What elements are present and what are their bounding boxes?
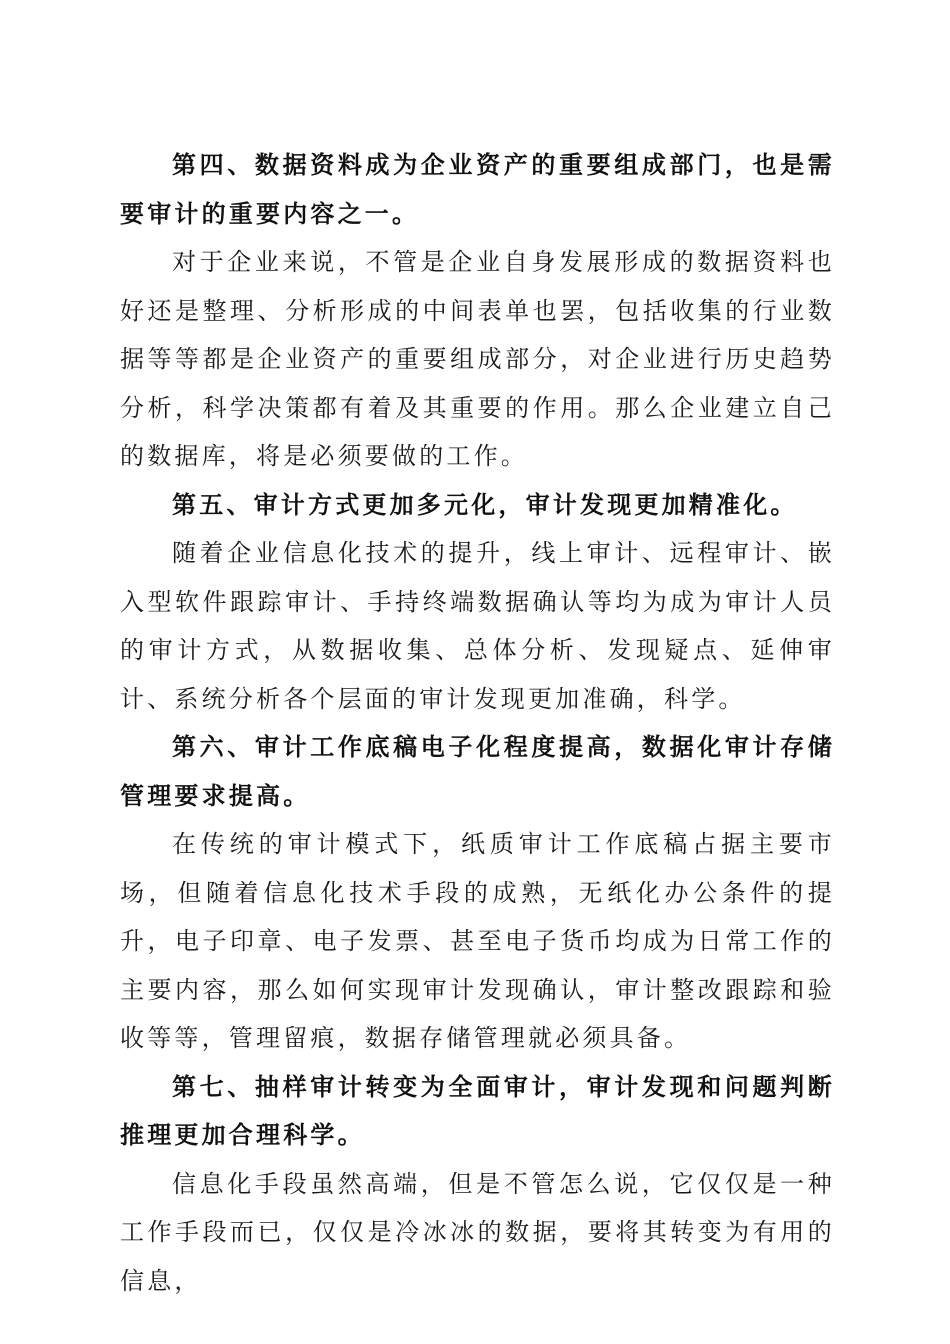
paragraph-data-assets: 对于企业来说，不管是企业自身发展形成的数据资料也好还是整理、分析形成的中间表单也罢，包括收集的行业数据等等都是企业资产的重要组成部分，对企业进行历史趋势分析，科学决策都有着及其重要的作用。那么企业建立自己的数据库，将是必须要做的工作。 xyxy=(120,248,835,470)
section-heading-4: 第四、数据资料成为企业资产的重要组成部门，也是需要审计的重要内容之一。 xyxy=(120,150,835,228)
document-body xyxy=(120,141,835,1305)
section-heading-6: 第六、审计工作底稿电子化程度提高，数据化审计存储管理要求提高。 xyxy=(120,732,835,810)
section-heading-7: 第七、抽样审计转变为全面审计，审计发现和问题判断推理更加合理科学。 xyxy=(120,1071,835,1149)
paragraph-full-audit: 信息化手段虽然高端，但是不管怎么说，它仅仅是一种工作手段而已，仅仅是冷冰冰的数据，要将其转变为有用的信息， xyxy=(120,1169,835,1295)
paragraph-audit-methods: 随着企业信息化技术的提升，线上审计、远程审计、嵌入型软件跟踪审计、手持终端数据确认等均为成为审计人员的审计方式，从数据收集、总体分析、发现疑点、延伸审计、系统分析各个层面的审计发现更加准确，科学。 xyxy=(120,539,835,713)
paragraph-electronic-workpapers: 在传统的审计模式下，纸质审计工作底稿占据主要市场，但随着信息化技术手段的成熟，无纸化办公条件的提升，电子印章、电子发票、甚至电子货币均成为日常工作的主要内容，那么如何实现审计发现确认，审计整改跟踪和验收等等，管理留痕，数据存储管理就必须具备。 xyxy=(120,830,835,1052)
section-heading-5: 第五、审计方式更加多元化，审计发现更加精准化。 xyxy=(172,489,798,519)
